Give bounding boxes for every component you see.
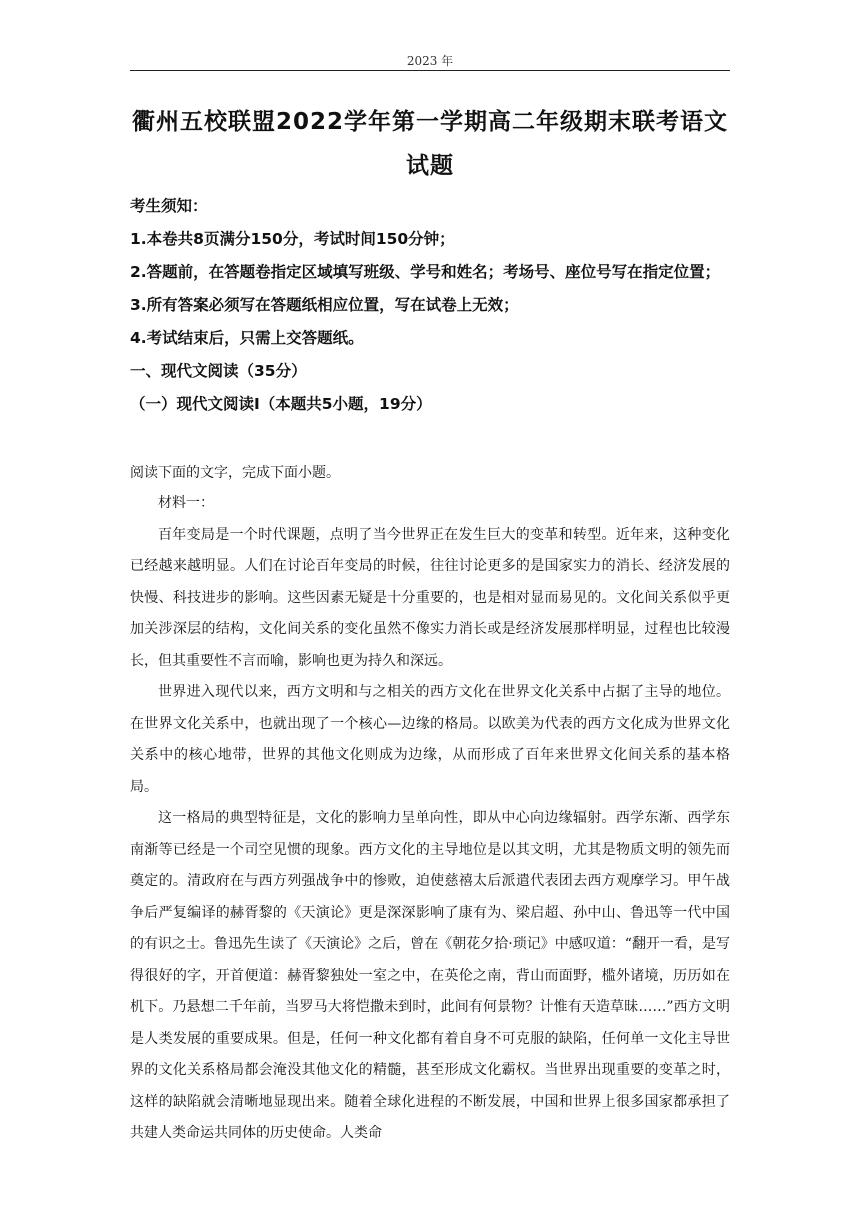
- passage-paragraph: 世界进入现代以来，西方文明和与之相关的西方文化在世界文化关系中占据了主导的地位。在世界文化关系中，也就出现了一个核心—边缘的格局。以欧美为代表的西方文化成为世界文化关系中的核心地带，世界的其他文化则成为边缘，从而形成了百年来世界文化间关系的基本格局。: [130, 684, 730, 795]
- material-label: 材料一：: [158, 495, 214, 511]
- section-subtitle: （一）现代文阅读I（本题共5小题，19分）: [130, 395, 432, 413]
- notice-item: 2.答题前，在答题卷指定区域填写班级、学号和姓名；考场号、座位号写在指定位置；: [130, 263, 721, 281]
- notice-item: 3.所有答案必须写在答题纸相应位置，写在试卷上无效；: [130, 296, 519, 314]
- header-divider: [130, 70, 730, 71]
- exam-title: 衢州五校联盟2022学年第一学期高二年级期末联考语文试题: [131, 109, 728, 179]
- notice-block: [130, 190, 730, 421]
- notice-item: 1.本卷共8页满分150分，考试时间150分钟；: [130, 230, 455, 248]
- passage-paragraph: 这一格局的典型特征是，文化的影响力呈单向性，即从中心向边缘辐射。西学东渐、西学东南渐等已经是一个司空见惯的现象。西方文化的主导地位是以其文明，尤其是物质文明的领先而奠定的。清政府在与西方列强战争中的惨败，迫使慈禧太后派遣代表团去西方观摩学习。甲午战争后严复编译的赫胥黎的《天演论》更是深深影响了康有为、梁启超、孙中山、鲁迅等一代中国的有识之士。鲁迅先生读了《天演论》之后，曾在《朝花夕拾·琐记》中感叹道：“翻开一看，是写得很好的字，开首便道：赫胥黎独处一室之中，在英伦之南，背山而面野，槛外诸境，历历如在机下。乃悬想二千年前，当罗马大将恺撒未到时，此间有何景物？计惟有天造草昧……”西方文明是人类发展的重要成果。但是，任何一种文化都有着自身不可克服的缺陷，任何单一文化主导世界的文化关系格局都会淹没其他文化的精髓，甚至形成文化霸权。当世界出现重要的变革之时，这样的缺陷就会清晰地显现出来。随着全球化进程的不断发展，中国和世界上很多国家都承担了共建人类命运共同体的历史使命。人类命: [130, 810, 730, 1141]
- section-title: 一、现代文阅读（35分）: [130, 362, 307, 380]
- notice-heading: 考生须知：: [130, 197, 208, 215]
- page-header: 2023 年: [406, 54, 454, 68]
- passage-body: [130, 488, 730, 1150]
- reading-instruction: 阅读下面的文字，完成下面小题。: [130, 465, 340, 481]
- passage-paragraph: 百年变局是一个时代课题，点明了当今世界正在发生巨大的变革和转型。近年来，这种变化已经越来越明显。人们在讨论百年变局的时候，往往讨论更多的是国家实力的消长、经济发展的快慢、科技进步的影响。这些因素无疑是十分重要的，也是相对显而易见的。文化间关系似乎更加关涉深层的结构，文化间关系的变化虽然不像实力消长或是经济发展那样明显，过程也比较漫长，但其重要性不言而喻，影响也更为持久和深远。: [130, 526, 730, 669]
- notice-item: 4.考试结束后，只需上交答题纸。: [130, 329, 364, 347]
